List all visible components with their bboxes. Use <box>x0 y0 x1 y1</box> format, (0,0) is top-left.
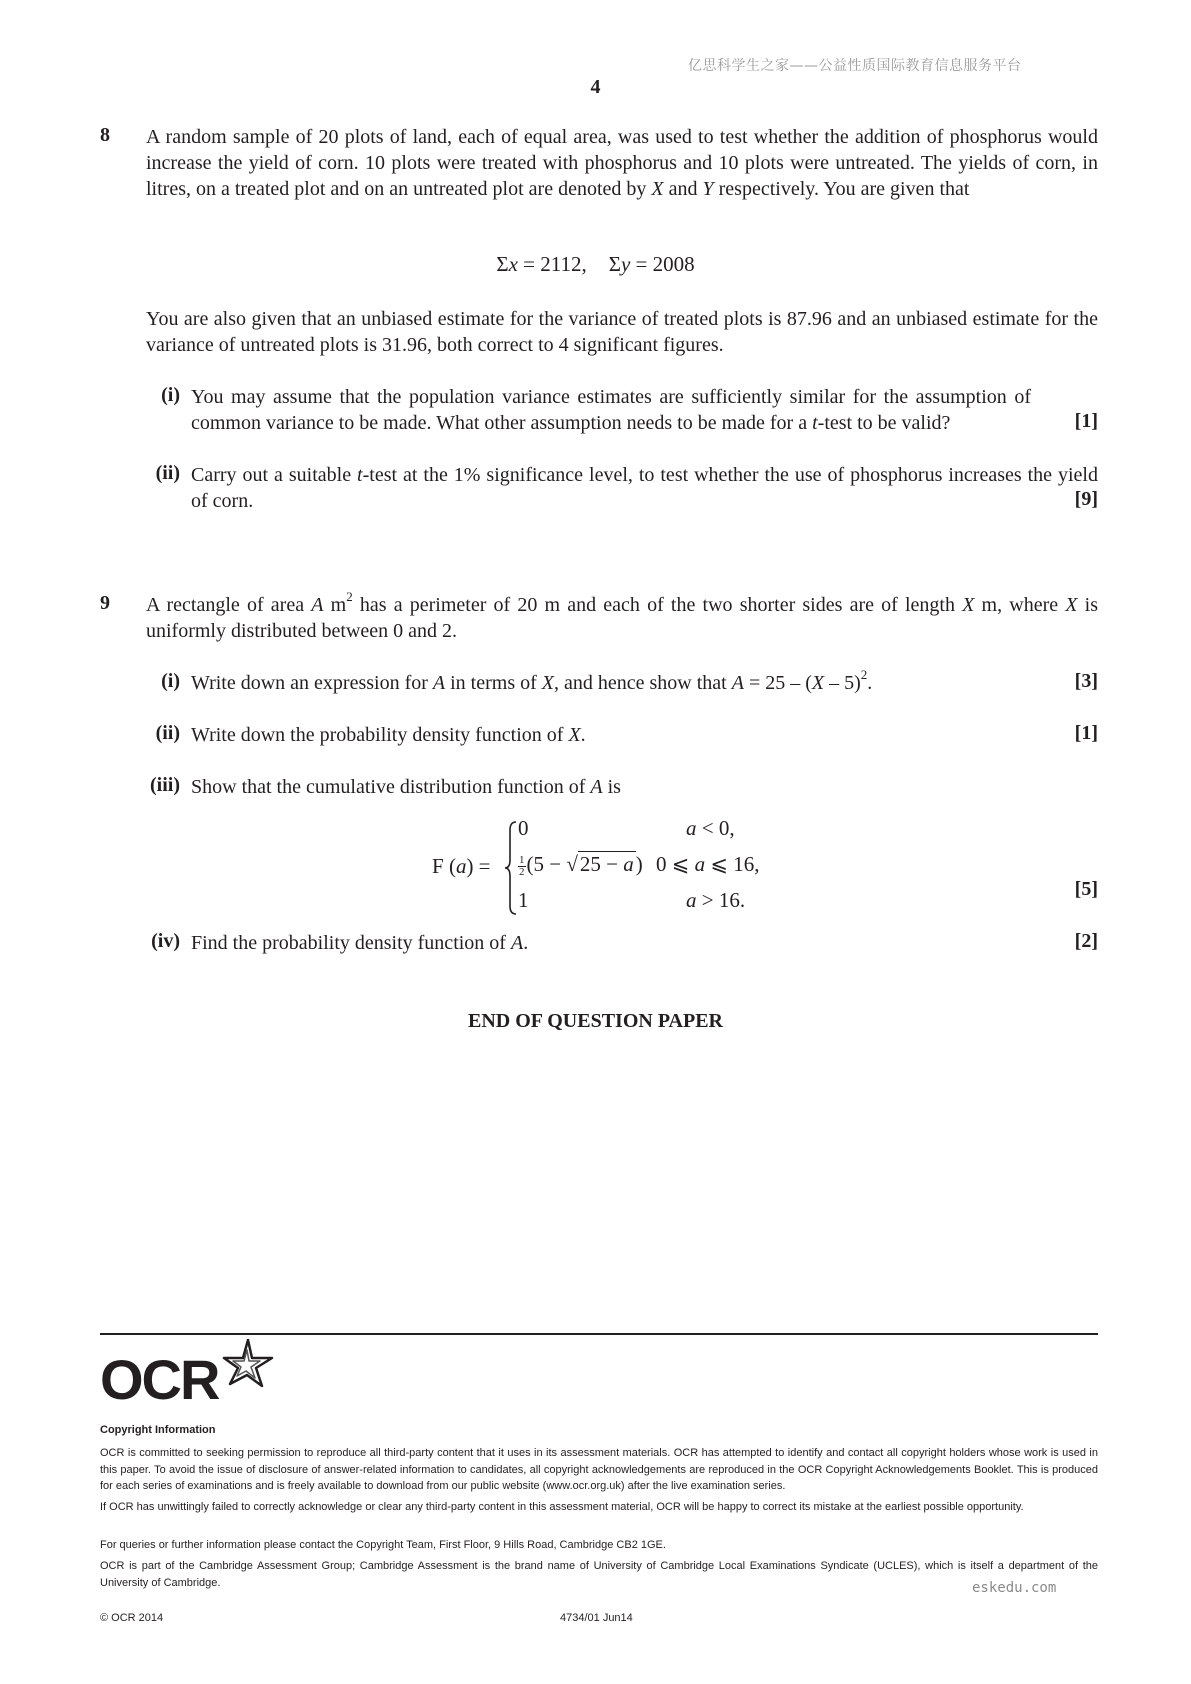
q9-part-iv-marks: [2] <box>1074 930 1098 952</box>
q9-part-ii-label: (ii) <box>155 722 180 744</box>
page-number: 4 <box>590 76 601 98</box>
q9-part-ii-text: Write down the probability density function of X. <box>191 724 586 746</box>
end-of-paper: END OF QUESTION PAPER <box>467 1010 724 1032</box>
cdf-row-1-condition: a < 0, <box>686 816 735 840</box>
question-9-number: 9 <box>100 592 110 614</box>
cdf-formula <box>432 816 832 916</box>
q8-part-ii-marks: [9] <box>1074 488 1098 510</box>
cdf-row-2-value: $\frac{1}{2}$ (5 − √25 − a) <box>519 852 643 878</box>
cdf-brace <box>504 820 518 916</box>
footer-paper-code: 4734/01 Jun14 <box>560 1612 633 1624</box>
q9-part-i-text: Write down an expression for A in terms of X, and hence show that A = 25 – (X – 5)$^2$. <box>191 667 873 694</box>
q8-part-i-text: You may assume that the population variance estimates are sufficiently similar for the assumption of common variance to be made. What other assumption needs to be made for a t-test to be valid? <box>191 386 1031 434</box>
cdf-row-3-condition: a > 16. <box>686 888 746 912</box>
ocr-logo <box>100 1348 219 1411</box>
q9-part-i-label: (i) <box>161 670 180 692</box>
question-8-sums: Σx = 2112, Σy = 2008 <box>496 252 695 276</box>
cdf-row-2-condition: 0 ⩽ a ⩽ 16, <box>656 852 760 876</box>
watermark-top: 亿思科学生之家——公益性质国际教育信息服务平台 <box>688 58 1022 74</box>
copyright-heading: Copyright Information <box>100 1424 216 1436</box>
q8-part-i-marks: [1] <box>1074 410 1098 432</box>
cdf-row-1-value: 0 <box>518 816 529 840</box>
question-8-number: 8 <box>100 124 110 146</box>
cdf-lhs: F (a) = <box>432 854 491 878</box>
ocr-logo-text: OCR <box>100 1348 219 1411</box>
q8-part-ii-label: (ii) <box>155 462 180 484</box>
footer-divider <box>100 1333 1098 1335</box>
watermark-bottom: eskedu.com <box>972 1580 1057 1596</box>
q8-part-ii-text: Carry out a suitable t-test at the 1% significance level, to test whether the use of phosphorus increases the yield of corn. <box>191 464 1098 512</box>
footer-copyright: © OCR 2014 <box>100 1612 164 1624</box>
q9-part-iii-text: Show that the cumulative distribution function of A is <box>191 776 621 798</box>
copyright-paragraph-1: OCR is committed to seeking permission to reproduce all third-party content that it uses in its assessment materials. OCR has attempted to identify and contact all copyright holders whose work is used in this paper. To avoid the issue of disclosure of answer-related information to candidates, all copyright acknowledgements are reproduced in the OCR Copyright Acknowledgements Booklet. This is produced for each series of examinations and is freely available to download from our public website (www.ocr.org.uk) after the live examination series. <box>100 1447 1098 1492</box>
q9-part-iii-marks: [5] <box>1074 878 1098 900</box>
question-8-intro: A random sample of 20 plots of land, each of equal area, was used to test whether the addition of phosphorus would increase the yield of corn. 10 plots were treated with phosphorus and 10 plots were untreated. The yields of corn, in litres, on a treated plot and on an untreated plot are denoted by X and Y respectively. You are given that <box>146 126 1098 200</box>
q9-part-iv-label: (iv) <box>151 930 180 952</box>
copyright-paragraph-3: For queries or further information please contact the Copyright Team, First Floor, 9 Hills Road, Cambridge CB2 1GE. <box>100 1539 666 1551</box>
cdf-row-3-value: 1 <box>518 888 529 912</box>
copyright-paragraph-2: If OCR has unwittingly failed to correctly acknowledge or clear any third-party content in this assessment material, OCR will be happy to correct its mistake at the earliest possible opportunity. <box>100 1501 1024 1513</box>
question-8-variance: You are also given that an unbiased estimate for the variance of treated plots is 87.96 and an unbiased estimate for the variance of untreated plots is 31.96, both correct to 4 significant figures. <box>146 308 1098 356</box>
q9-part-i-marks: [3] <box>1074 670 1098 692</box>
copyright-paragraph-4: OCR is part of the Cambridge Assessment Group; Cambridge Assessment is the brand name of University of Cambridge Local Examinations Syndicate (UCLES), which is itself a department of the University of Cambridge. <box>100 1560 1098 1589</box>
q9-part-ii-marks: [1] <box>1074 722 1098 744</box>
q8-part-i-label: (i) <box>161 384 180 406</box>
q9-part-iii-label: (iii) <box>150 774 180 796</box>
ocr-star-icon <box>216 1338 274 1390</box>
question-9-intro: A rectangle of area A $m^2$ has a perimeter of 20 m and each of the two shorter sides are of length X m, where X is uniformly distributed between 0 and 2. <box>146 589 1099 642</box>
q9-part-iv-text: Find the probability density function of A. <box>191 932 529 954</box>
